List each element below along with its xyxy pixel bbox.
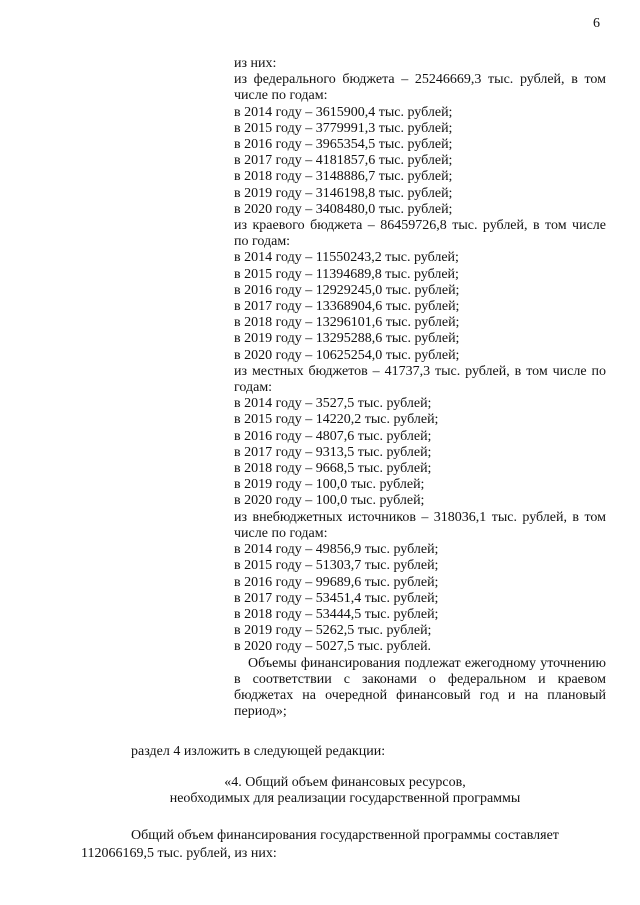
funding-line: в 2018 году – 9668,5 тыс. рублей; bbox=[234, 461, 432, 477]
funding-line: в 2015 году – 51303,7 тыс. рублей; bbox=[234, 558, 439, 574]
funding-line: в 2016 году – 4807,6 тыс. рублей; bbox=[234, 428, 432, 444]
funding-line: в 2014 году – 3615900,4 тыс. рублей; bbox=[234, 104, 453, 120]
funding-line: в 2016 году – 12929245,0 тыс. рублей; bbox=[234, 282, 460, 298]
funding-line: в 2014 году – 3527,5 тыс. рублей; bbox=[234, 396, 432, 412]
funding-line: в 2014 году – 49856,9 тыс. рублей; bbox=[234, 542, 439, 558]
funding-line: в 2018 году – 3148886,7 тыс. рублей; bbox=[234, 169, 453, 185]
funding-line: из краевого бюджета – 86459726,8 тыс. рублей, в том числе по годам: bbox=[234, 218, 606, 250]
funding-line: в 2017 году – 4181857,6 тыс. рублей; bbox=[234, 153, 453, 169]
funding-line: в 2017 году – 13368904,6 тыс. рублей; bbox=[234, 299, 460, 315]
section-instruction: раздел 4 изложить в следующей редакции: bbox=[131, 744, 386, 759]
section-heading bbox=[120, 775, 570, 807]
funding-line: из федерального бюджета – 25246669,3 тыс. рублей, в том числе по годам: bbox=[234, 72, 606, 104]
funding-line: в 2019 году – 5262,5 тыс. рублей; bbox=[234, 623, 432, 639]
funding-line: в 2018 году – 53444,5 тыс. рублей; bbox=[234, 606, 439, 622]
funding-line: из местных бюджетов – 41737,3 тыс. рублей, в том числе по годам: bbox=[234, 363, 606, 396]
funding-line: в 2015 году – 11394689,8 тыс. рублей; bbox=[234, 266, 459, 282]
funding-line: в 2020 году – 3408480,0 тыс. рублей; bbox=[234, 201, 453, 217]
funding-line: в 2014 году – 11550243,2 тыс. рублей; bbox=[234, 250, 459, 266]
final-paragraph-line-1: Общий объем финансирования государственной программы составляет bbox=[131, 828, 559, 843]
funding-line: Объемы финансирования подлежат ежегодному уточнению в соответствии с законами о федеральном и краевом бюджетах на очередной финансовый год и на плановый период»; bbox=[234, 655, 606, 720]
funding-line: в 2020 году – 10625254,0 тыс. рублей; bbox=[234, 347, 460, 363]
section-heading-line-2: необходимых для реализации государственной программы bbox=[169, 791, 521, 806]
section-heading-line-1: «4. Общий объем финансовых ресурсов, bbox=[224, 775, 466, 790]
funding-line: в 2019 году – 100,0 тыс. рублей; bbox=[234, 477, 425, 493]
funding-column bbox=[234, 56, 606, 720]
funding-line: в 2015 году – 3779991,3 тыс. рублей; bbox=[234, 120, 453, 136]
funding-line: в 2015 году – 14220,2 тыс. рублей; bbox=[234, 412, 439, 428]
funding-line: в 2018 году – 13296101,6 тыс. рублей; bbox=[234, 315, 460, 331]
funding-line: из внебюджетных источников – 318036,1 тыс. рублей, в том числе по годам: bbox=[234, 509, 606, 541]
final-paragraph-line-2: 112066169,5 тыс. рублей, из них: bbox=[81, 846, 277, 861]
funding-line: из них: bbox=[234, 56, 277, 71]
funding-line: в 2019 году – 13295288,6 тыс. рублей; bbox=[234, 331, 460, 347]
funding-line: в 2020 году – 100,0 тыс. рублей; bbox=[234, 493, 425, 509]
page-number: 6 bbox=[593, 16, 600, 31]
funding-line: в 2017 году – 9313,5 тыс. рублей; bbox=[234, 444, 432, 460]
funding-line: в 2016 году – 99689,6 тыс. рублей; bbox=[234, 574, 439, 590]
funding-line: в 2016 году – 3965354,5 тыс. рублей; bbox=[234, 137, 453, 153]
funding-line: в 2017 году – 53451,4 тыс. рублей; bbox=[234, 590, 439, 606]
funding-line: в 2020 году – 5027,5 тыс. рублей. bbox=[234, 639, 432, 655]
funding-line: в 2019 году – 3146198,8 тыс. рублей; bbox=[234, 185, 453, 201]
final-paragraph bbox=[81, 827, 607, 863]
